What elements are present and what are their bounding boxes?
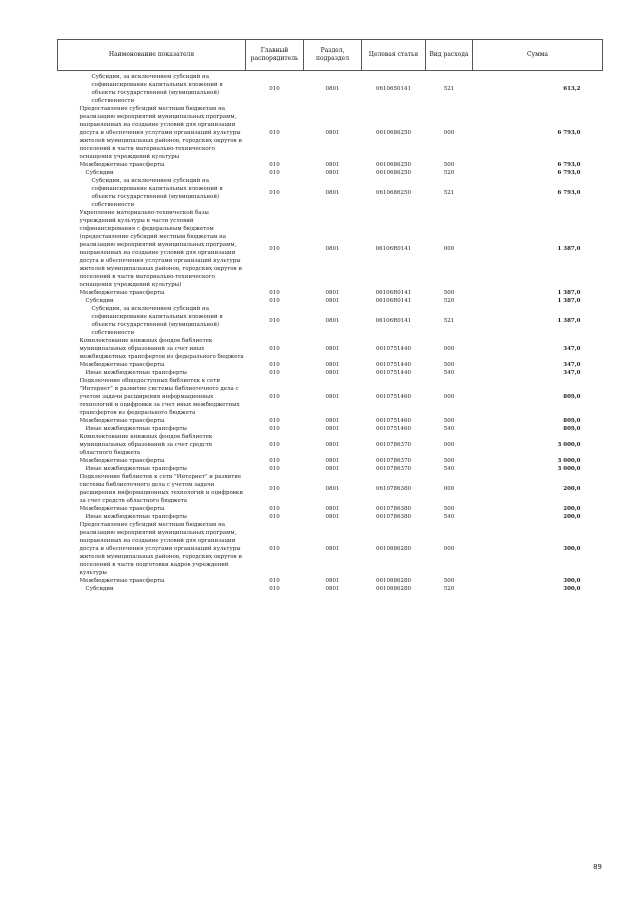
cell-name: Иные межбюджетные трансферты: [85, 426, 187, 432]
cell-section: 0801: [325, 298, 340, 304]
cell-main-manager: 010: [269, 506, 280, 512]
cell-amount: 200,0: [563, 506, 581, 512]
table-row: [58, 369, 603, 377]
cell-section: 0801: [325, 86, 340, 92]
cell-expense-type: 000: [443, 486, 455, 492]
cell-amount: 200,0: [563, 486, 581, 492]
cell-section: 0801: [325, 586, 340, 592]
cell-expense-type: 500: [443, 506, 455, 512]
cell-section: 0801: [325, 162, 340, 168]
cell-main-manager: 010: [269, 394, 280, 400]
cell-target-item: 06106R0141: [375, 290, 412, 296]
cell-expense-type: 540: [443, 466, 455, 472]
cell-name: Иные межбюджетные трансферты: [85, 466, 187, 472]
table-row: [58, 289, 603, 297]
cell-name: Субсидии, за исключением субсидий на софинансирование капитальных вложений в объекты государственной (муниципальной) собственности: [91, 178, 223, 208]
cell-amount: 300,0: [563, 546, 581, 552]
cell-expense-type: 500: [443, 290, 455, 296]
page-number: 89: [593, 863, 602, 871]
cell-name: Субсидии: [85, 170, 114, 176]
cell-name: Предоставление субсидий местным бюджетам на реализацию мероприятий муниципальных программ, направленных на создание условий для организации досуга и обеспечения услугами организаций культуры жителей муниципальных районов, городских округов и поселений в части подготовки кадров учреждений культуры: [79, 522, 243, 576]
cell-amount: 347,0: [563, 362, 581, 368]
cell-section: 0801: [325, 466, 340, 472]
cell-expense-type: 500: [443, 418, 455, 424]
cell-amount: 200,0: [563, 514, 581, 520]
cell-section: 0801: [325, 458, 340, 464]
header-section: Раздел, подраздел: [304, 40, 362, 71]
cell-expense-type: 000: [443, 394, 455, 400]
cell-main-manager: 010: [269, 370, 280, 376]
cell-section: 0801: [325, 506, 340, 512]
table-header: [58, 40, 603, 71]
cell-main-manager: 010: [269, 442, 280, 448]
table-row: [58, 297, 603, 305]
cell-section: 0801: [325, 130, 340, 136]
header-main-manager: Главный распорядитель: [246, 40, 304, 71]
table-row: [58, 169, 603, 177]
cell-name: Межбюджетные трансферты: [79, 162, 165, 168]
cell-name: Субсидии: [85, 298, 114, 304]
cell-section: 0801: [325, 486, 340, 492]
cell-section: 0801: [325, 442, 340, 448]
table-row: [58, 177, 603, 209]
cell-expense-type: 000: [443, 442, 455, 448]
cell-section: 0801: [325, 318, 340, 324]
cell-name: Межбюджетные трансферты: [79, 578, 165, 584]
budget-table: [57, 39, 603, 593]
cell-section: 0801: [325, 362, 340, 368]
table-row: [58, 417, 603, 425]
cell-expense-type: 500: [443, 162, 455, 168]
cell-expense-type: 000: [443, 346, 455, 352]
cell-expense-type: 500: [443, 458, 455, 464]
cell-main-manager: 010: [269, 246, 280, 252]
table-row: [58, 71, 603, 106]
header-expense-type: Вид расхода: [426, 40, 473, 71]
cell-expense-type: 520: [443, 298, 455, 304]
cell-main-manager: 010: [269, 362, 280, 368]
cell-target-item: 0610751440: [376, 346, 411, 352]
cell-target-item: 0610786380: [376, 506, 411, 512]
cell-amount: 1 387,0: [557, 318, 581, 324]
table-row: [58, 377, 603, 417]
cell-section: 0801: [325, 170, 340, 176]
cell-main-manager: 010: [269, 162, 280, 168]
cell-section: 0801: [325, 394, 340, 400]
table-row: [58, 457, 603, 465]
cell-section: 0801: [325, 418, 340, 424]
cell-section: 0801: [325, 190, 340, 196]
cell-expense-type: 540: [443, 426, 455, 432]
cell-main-manager: 010: [269, 170, 280, 176]
cell-section: 0801: [325, 246, 340, 252]
cell-section: 0801: [325, 546, 340, 552]
cell-amount: 347,0: [563, 370, 581, 376]
table-row: [58, 465, 603, 473]
cell-main-manager: 010: [269, 318, 280, 324]
cell-target-item: 0610786370: [376, 442, 411, 448]
table-row: [58, 577, 603, 585]
cell-expense-type: 540: [443, 514, 455, 520]
cell-expense-type: 540: [443, 370, 455, 376]
cell-expense-type: 521: [443, 86, 455, 92]
table-row: [58, 305, 603, 337]
cell-main-manager: 010: [269, 458, 280, 464]
cell-main-manager: 010: [269, 418, 280, 424]
cell-name: Подключение библиотек к сети "Интернет" и развитие системы библиотечного дела с учетом задачи расширения информационных технологий и оцифровки за счет средств областного бюджета: [79, 474, 243, 504]
cell-expense-type: 521: [443, 318, 455, 324]
cell-amount: 809,0: [563, 418, 581, 424]
table-row: [58, 513, 603, 521]
cell-amount: 809,0: [563, 426, 581, 432]
cell-target-item: 0610751440: [376, 370, 411, 376]
cell-amount: 1 387,0: [557, 298, 581, 304]
table-row: [58, 585, 603, 593]
cell-target-item: 0610886280: [376, 578, 411, 584]
cell-target-item: 0610886280: [376, 546, 411, 552]
cell-expense-type: 500: [443, 578, 455, 584]
cell-target-item: 06106R0141: [375, 246, 412, 252]
table-row: [58, 433, 603, 457]
cell-section: 0801: [325, 426, 340, 432]
cell-target-item: 0610751460: [376, 418, 411, 424]
cell-amount: 809,0: [563, 394, 581, 400]
cell-target-item: 0610686250: [376, 190, 411, 196]
cell-main-manager: 010: [269, 86, 280, 92]
cell-target-item: 0610786370: [376, 466, 411, 472]
cell-main-manager: 010: [269, 130, 280, 136]
cell-expense-type: 520: [443, 170, 455, 176]
cell-amount: 3 000,0: [557, 442, 581, 448]
cell-main-manager: 010: [269, 546, 280, 552]
cell-expense-type: 000: [443, 546, 455, 552]
cell-amount: 3 000,0: [557, 466, 581, 472]
header-name: Наименование показателя: [58, 40, 246, 71]
cell-name: Межбюджетные трансферты: [79, 418, 165, 424]
cell-section: 0801: [325, 290, 340, 296]
cell-target-item: 0610686250: [376, 162, 411, 168]
cell-section: 0801: [325, 370, 340, 376]
cell-amount: 300,0: [563, 578, 581, 584]
table-body: [58, 71, 603, 594]
table-row: [58, 337, 603, 361]
cell-main-manager: 010: [269, 290, 280, 296]
cell-target-item: 0610786380: [376, 514, 411, 520]
cell-section: 0801: [325, 578, 340, 584]
cell-amount: 1 387,0: [557, 290, 581, 296]
cell-main-manager: 010: [269, 578, 280, 584]
cell-target-item: 06106R0141: [375, 298, 412, 304]
cell-main-manager: 010: [269, 466, 280, 472]
cell-name: Субсидии, за исключением субсидий на софинансирование капитальных вложений в объекты государственной (муниципальной) собственности: [91, 306, 223, 336]
header-target-item: Целевая статья: [362, 40, 426, 71]
table-row: [58, 361, 603, 369]
cell-amount: 3 000,0: [557, 458, 581, 464]
cell-name: Межбюджетные трансферты: [79, 290, 165, 296]
cell-target-item: 0610686250: [376, 170, 411, 176]
cell-name: Подключение общедоступных библиотек к сети "Интернет" и развитие системы библиотечного дела с учетом задачи расширения информационных технологий и оцифровки за счет иных межбюджетных трансфертов из федерального бюджета: [79, 378, 240, 416]
cell-target-item: 0610786370: [376, 458, 411, 464]
cell-main-manager: 010: [269, 486, 280, 492]
header-amount: Сумма: [473, 40, 603, 71]
cell-target-item: 0610686250: [376, 130, 411, 136]
cell-name: Укрепление материально-технической базы учреждений культуры в части условий софинансирования с федеральным бюджетом (предоставление субсидий местным бюджетам на реализацию мероприятий муниципальных программ, направленных на создание условий для организации досуга и обеспечения услугами организаций культуры жителей муниципальных районов, городских округов и поселений в части материально-технического оснащения учреждений культуры): [79, 210, 243, 288]
cell-expense-type: 520: [443, 586, 455, 592]
cell-target-item: 0610751460: [376, 394, 411, 400]
cell-target-item: 0610786380: [376, 486, 411, 492]
cell-expense-type: 500: [443, 362, 455, 368]
cell-target-item: 0610650141: [376, 86, 411, 92]
cell-name: Межбюджетные трансферты: [79, 458, 165, 464]
cell-expense-type: 521: [443, 190, 455, 196]
table-row: [58, 209, 603, 289]
cell-name: Комплектование книжных фондов библиотек муниципальных образований за счет иных межбюджетных трансфертов из федерального бюджета: [79, 338, 244, 360]
cell-section: 0801: [325, 514, 340, 520]
cell-main-manager: 010: [269, 346, 280, 352]
table-row: [58, 473, 603, 505]
cell-target-item: 0610751440: [376, 362, 411, 368]
cell-name: Предоставление субсидий местным бюджетам на реализацию мероприятий муниципальных программ, направленных на создание условий для организации досуга и обеспечения услугами организаций культуры жителей муниципальных районов, городских округов и поселений в части материально-технического оснащения учреждений культуры: [79, 106, 243, 160]
cell-amount: 1 387,0: [557, 246, 581, 252]
table-row: [58, 105, 603, 161]
cell-amount: 6 793,0: [557, 130, 581, 136]
cell-main-manager: 010: [269, 586, 280, 592]
cell-name: Иные межбюджетные трансферты: [85, 370, 187, 376]
cell-main-manager: 010: [269, 298, 280, 304]
cell-section: 0801: [325, 346, 340, 352]
cell-amount: 6 793,0: [557, 162, 581, 168]
table-row: [58, 425, 603, 433]
cell-name: Иные межбюджетные трансферты: [85, 514, 187, 520]
cell-target-item: 0610886280: [376, 586, 411, 592]
cell-main-manager: 010: [269, 190, 280, 196]
header-row: [58, 40, 603, 71]
cell-name: Межбюджетные трансферты: [79, 362, 165, 368]
cell-expense-type: 000: [443, 246, 455, 252]
table-row: [58, 161, 603, 169]
table-row: [58, 521, 603, 577]
cell-main-manager: 010: [269, 426, 280, 432]
cell-amount: 6 793,0: [557, 170, 581, 176]
cell-amount: 6 793,0: [557, 190, 581, 196]
cell-name: Субсидии, за исключением субсидий на софинансирование капитальных вложений в объекты государственной (муниципальной) собственности: [91, 74, 223, 104]
cell-target-item: 06106R0141: [375, 318, 412, 324]
cell-expense-type: 000: [443, 130, 455, 136]
cell-target-item: 0610751460: [376, 426, 411, 432]
cell-name: Межбюджетные трансферты: [79, 506, 165, 512]
cell-amount: 300,0: [563, 586, 581, 592]
cell-amount: 613,2: [563, 86, 581, 92]
cell-name: Комплектование книжных фондов библиотек муниципальных образований за счет средств областного бюджета: [79, 434, 213, 456]
cell-main-manager: 010: [269, 514, 280, 520]
table-row: [58, 505, 603, 513]
cell-name: Субсидии: [85, 586, 114, 592]
cell-amount: 347,0: [563, 346, 581, 352]
